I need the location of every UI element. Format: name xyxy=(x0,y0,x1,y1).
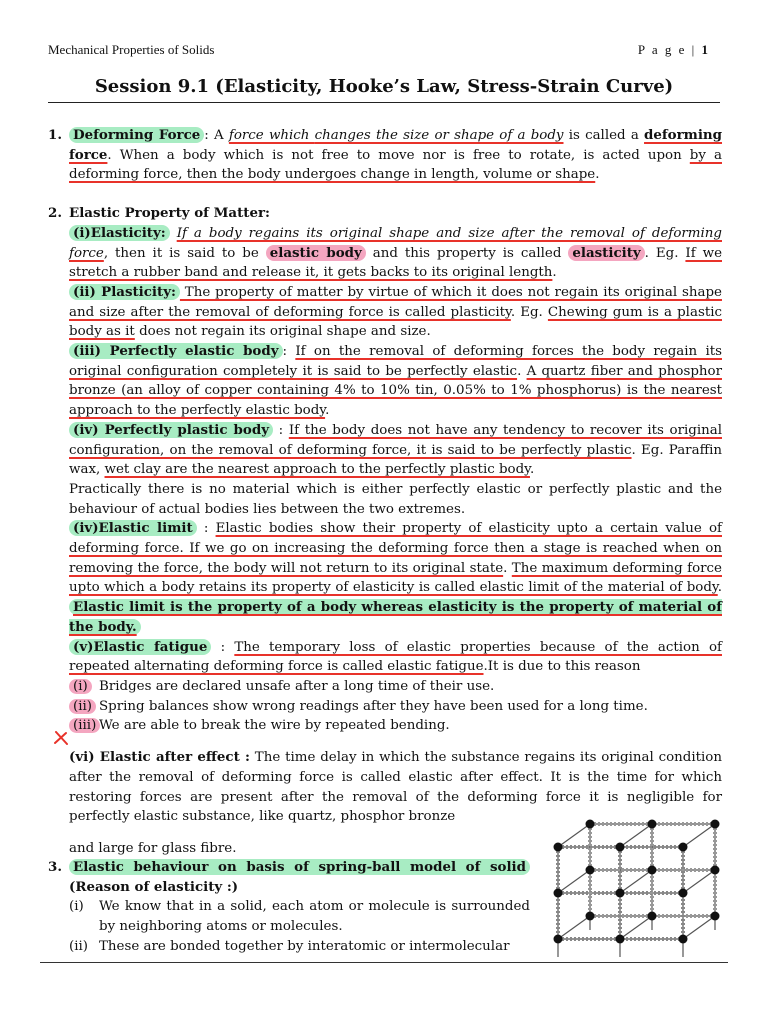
section-deforming-force: 1. Deforming Force : A force which changes the size or shape of a body is called a deforming force. When a body which is not free to move nor is free to rotate, is acted upon by a deforming force, then the body undergoes change in length, volume or shape. xyxy=(48,127,723,183)
list-item: (iii) We are able to break the wire by repeated bending. xyxy=(69,716,722,736)
list-item: (i) We know that in a solid, each atom or molecule is surrounded by neighboring atoms or molecules. xyxy=(69,899,530,935)
para-plasticity: (ii) Plasticity: The property of matter by virtue of which it does not regain its original shape and size after the removal of deforming force is called plasticity. Eg. Chewing gum is a plastic body as it does not regain its original shape and size. xyxy=(69,283,722,340)
list-item: (ii) Spring balances show wrong readings after they have been used for a long time. xyxy=(69,697,722,717)
footer-divider xyxy=(40,962,728,963)
section-elastic-property: 2. Elastic Property of Matter: (i)Elasticity: If a body regains its original shape and size after the removal of deforming force, then it is said to be elastic body and this property is called elasticity . Eg. If we stretch a rubber band and release it, it gets backs to its original length. (ii) Plasticity: The property of matter by virtue of which it does not regain its original shape and size after the removal of deforming force is called plasticity. Eg. Chewing gum is a plastic body as it does not regain its original shape and size. (iii) Perfectly elastic body : If on the removal of deforming forces the body regain its original configuration completely it is said to be perfectly elastic. A quartz fiber and phosphor bronze (an alloy of copper containing 4% to 10% tin, 0.05% to 1% phosphorus) is the nearest approach to the perfectly elastic body. (iv) Perfectly plastic body : If the body does not have any tendency to recover its original configuration, on the removal of deforming force, it is said to be perfectly plastic. Eg. Paraffin wax, wet clay are the nearest approach to the perfectly plastic body. Practically there is no material which is either perfectly elastic or perfectly plastic and the behaviour of actual bodies lies between the two extremes. (iv)Elastic limit : Elastic bodies show their property of elasticity upto a certain value of deforming force. If we go on increasing the deforming force then a stage is reached when on removing the force, the body will not return to its original state. The maximum deforming force upto which a body retains its property of elasticity is called elastic limit of the material of body. Elastic limit is the property of a body whereas elasticity is the property of material of the body. (v)Elastic fatigue : The temporary loss of elastic properties because of the action of repeated alternating deforming force is called elastic fatigue.It is due to this reason (i) Bridges are declared unsafe after a long time of their use. (ii) Spring balances show wrong readings after they have been used for a long time. (iii) We are able to break the wire by repeated bending. (vi) Elastic after effect : The time delay in which the substance regains its original condition after the removal of deforming force is called elastic after effect. It is the time for which restoring forces are present after the removal of the deforming force it is negligible for perfectly elastic substance, like quartz, phosphor bronze and large for glass fibre. xyxy=(48,205,722,856)
main-content xyxy=(48,126,722,859)
section-spring-ball-model: 3. Elastic behaviour on basis of spring-ball model of solid (Reason of elasticity :) (i) We know that in a solid, each atom or molecule is surrounded by neighboring atoms or molecules. (ii) These are bonded together by interatomic or intermolecular xyxy=(48,858,530,957)
red-cross-mark-icon xyxy=(54,731,68,745)
para-elastic-after-effect: (vi) Elastic after effect : The time delay in which the substance regains its original condition after the removal of deforming force is called elastic after effect. It is the time for which restoring forces are present after the removal of the deforming force it is negligible for perfectly elastic substance, like quartz, phosphor bronze xyxy=(69,749,722,825)
running-header: Mechanical Properties of Solids xyxy=(48,42,215,57)
model-list xyxy=(69,897,530,956)
para-perfectly-plastic: (iv) Perfectly plastic body : If the body does not have any tendency to recover its original configuration, on the removal of deforming force, it is said to be perfectly plastic. Eg. Paraffin wax, wet clay are the nearest approach to the perfectly plastic body. xyxy=(69,421,722,478)
page-title: Session 9.1 (Elasticity, Hooke’s Law, Stress-Strain Curve) xyxy=(94,76,674,97)
term-deforming-force: Deforming Force xyxy=(69,127,204,143)
list-item: (ii) These are bonded together by interatomic or intermolecular xyxy=(69,938,510,954)
title-divider xyxy=(48,102,720,103)
para-elastic-fatigue: (v)Elastic fatigue : The temporary loss of elastic properties because of the action of repeated alternating deforming force is called elastic fatigue.It is due to this reason xyxy=(69,638,722,675)
para-perfectly-elastic: (iii) Perfectly elastic body : If on the removal of deforming forces the body regain its original configuration completely it is said to be perfectly elastic. A quartz fiber and phosphor bronze (an alloy of copper containing 4% to 10% tin, 0.05% to 1% phosphorus) is the nearest approach to the perfectly elastic body. xyxy=(69,343,722,419)
list-item: (i) Bridges are declared unsafe after a long time of their use. xyxy=(69,677,722,697)
page-number: P a g e | 1 xyxy=(637,42,708,57)
spring-ball-lattice-figure xyxy=(540,812,730,962)
section-heading: Elastic behaviour on basis of spring-ball model of solid xyxy=(69,859,530,875)
para-elastic-limit: (iv)Elastic limit : Elastic bodies show their property of elasticity upto a certain value of deforming force. If we go on increasing the deforming force then a stage is reached when on removing the force, the body will not return to its original state. The maximum deforming force upto which a body retains its property of elasticity is called elastic limit of the material of body. Elastic limit is the property of a body whereas elasticity is the property of material of the body. xyxy=(69,520,722,635)
para-elasticity: (i)Elasticity: If a body regains its original shape and size after the removal of deforming force, then it is said to be elastic body and this property is called elasticity . Eg. If we stretch a rubber band and release it, it gets backs to its original length. xyxy=(69,224,722,281)
reason-list xyxy=(69,677,722,736)
section-heading: Elastic Property of Matter: xyxy=(69,205,270,222)
para-glass-fibre: and large for glass fibre. xyxy=(69,840,237,856)
para-practically: Practically there is no material which is either perfectly elastic or perfectly plastic and the behaviour of actual bodies lies between the two extremes. xyxy=(69,481,722,517)
